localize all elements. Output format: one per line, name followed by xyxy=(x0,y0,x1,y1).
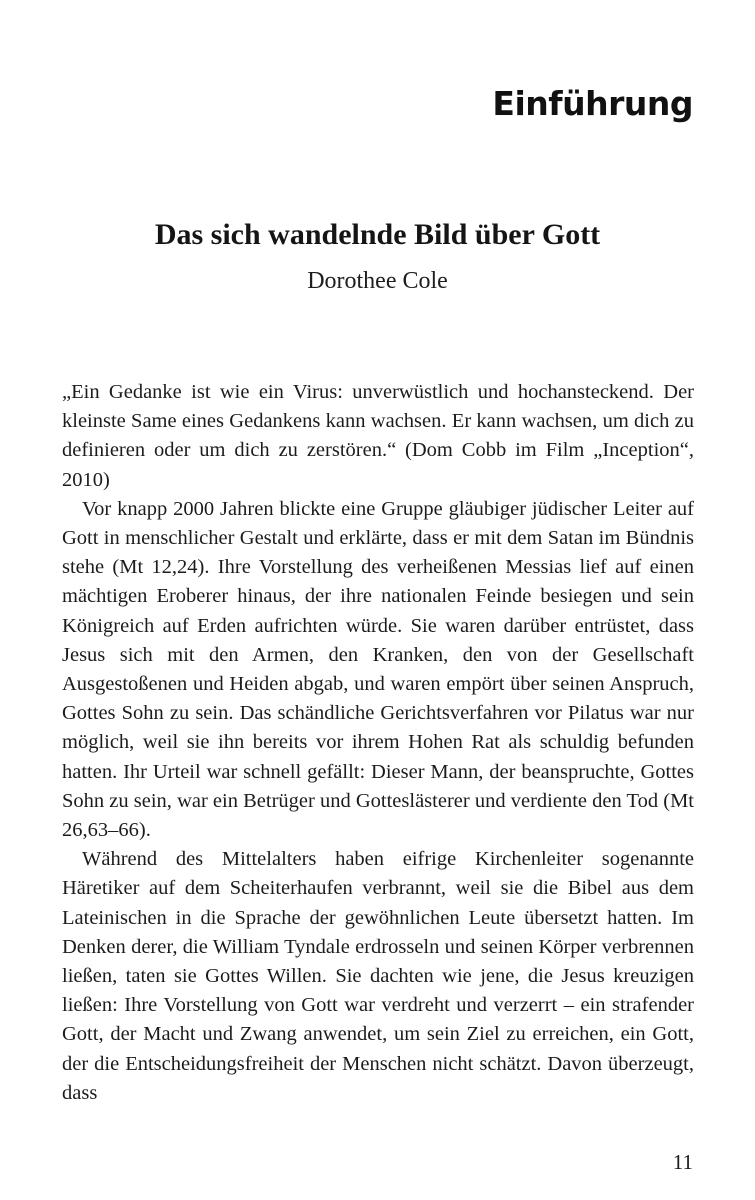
body-paragraph: Während des Mittelalters haben eifrige Kirchenleiter sogenannte Häretiker auf dem Scheiterhaufen verbrannt, weil sie die Bibel aus dem Lateinischen in die Sprache der gewöhnlichen Leute übersetzt hatten. Im Denken derer, die William Tyndale erdrosseln und seinen Körper verbrennen ließen, taten sie Gottes Willen. Sie dachten wie jene, die Jesus kreuzigen ließen: Ihre Vorstellung von Gott war verdreht und verzerrt – ein strafender Gott, der Macht und Zwang anwendet, um sein Ziel zu erreichen, ein Gott, der die Entscheidungsfreiheit der Menschen nicht schätzt. Davon überzeugt, dass xyxy=(62,848,694,1104)
chapter-title: Einführung xyxy=(492,84,693,123)
epigraph-paragraph: „Ein Gedanke ist wie ein Virus: unverwüstlich und hochansteckend. Der kleinste Same eines Gedankens kann wachsen. Er kann wachsen, um dich zu definieren oder um dich zu zerstören.“ (Dom Cobb im Film „Inception“, 2010) xyxy=(62,381,694,491)
body-text xyxy=(62,378,694,1108)
article-title: Das sich wandelnde Bild über Gott xyxy=(154,218,601,251)
page-number: 11 xyxy=(672,1150,693,1174)
body-paragraph: Vor knapp 2000 Jahren blickte eine Gruppe gläubiger jüdischer Leiter auf Gott in menschlicher Gestalt und erklärte, dass er mit dem Satan im Bündnis stehe (Mt 12,24). Ihre Vorstellung des verheißenen Messias lief auf einen mächtigen Eroberer hinaus, der ihre nationalen Feinde besiegen und sein Königreich auf Erden aufrichten würde. Sie waren darüber entrüstet, dass Jesus sich mit den Armen, den Kranken, den von der Gesellschaft Ausgestoßenen und Heiden abgab, und waren empört über seinen Anspruch, Gottes Sohn zu sein. Das schändliche Gerichtsverfahren vor Pilatus war nur möglich, weil sie ihn bereits vor ihrem Hohen Rat als schuldig befunden hatten. Ihr Urteil war schnell gefällt: Dieser Mann, der beanspruchte, Gottes Sohn zu sein, war ein Betrüger und Gotteslästerer und verdiente den Tod (Mt 26,63–66). xyxy=(62,497,694,842)
author-name: Dorothee Cole xyxy=(307,268,448,294)
